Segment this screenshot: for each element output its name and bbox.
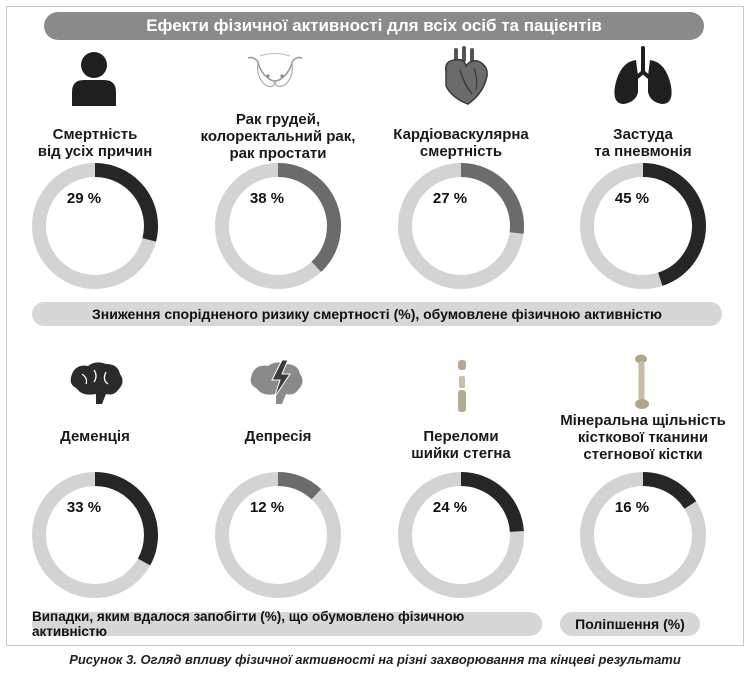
figure-caption: Рисунок 3. Огляд впливу фізичної активності на різні захворювання та кінцеві результати bbox=[69, 652, 681, 667]
label-all-cause-mortality: Смертність від усіх причин bbox=[37, 126, 153, 160]
person-icon bbox=[66, 48, 122, 106]
brain-lightning-icon bbox=[246, 358, 306, 408]
donut-value-arc bbox=[643, 170, 699, 279]
donut-chart-dementia bbox=[30, 470, 160, 600]
donut-value-label: 33 % bbox=[66, 499, 102, 516]
figure-title: Ефекти фізичної активності для всіх осіб та пацієнтів bbox=[44, 12, 704, 40]
donut-value-label: 12 % bbox=[249, 499, 285, 516]
donut-chart-all-cause-mortality bbox=[30, 161, 160, 291]
femur-icon bbox=[632, 354, 652, 410]
label-hip-fractures: Переломи шийки стегна bbox=[411, 428, 511, 462]
brain-icon bbox=[66, 360, 126, 408]
donut-value-arc bbox=[643, 479, 690, 505]
bar-improvement: Поліпшення (%) bbox=[560, 612, 700, 636]
donut-value-arc bbox=[95, 479, 151, 562]
label-depression: Депресія bbox=[244, 428, 312, 445]
donut-value-label: 38 % bbox=[249, 190, 285, 207]
label-bone-density: Мінеральна щільність кісткової тканини стегнової кістки bbox=[560, 412, 726, 463]
heart-icon bbox=[438, 46, 492, 108]
donut-value-arc bbox=[95, 170, 151, 240]
donut-value-label: 16 % bbox=[614, 499, 650, 516]
bone-small-icon bbox=[454, 358, 470, 414]
label-cardiovascular-mortality: Кардіоваскулярна смертність bbox=[393, 126, 529, 160]
donut-chart-hip-fractures bbox=[396, 470, 526, 600]
donut-value-label: 27 % bbox=[432, 190, 468, 207]
donut-track bbox=[222, 479, 334, 591]
donut-chart-cardiovascular-mortality bbox=[396, 161, 526, 291]
lungs-icon bbox=[610, 46, 676, 108]
label-cold-pneumonia: Застуда та пневмонія bbox=[594, 126, 692, 160]
donut-value-arc bbox=[278, 170, 334, 267]
label-dementia: Деменція bbox=[60, 428, 130, 445]
donut-chart-bone-density bbox=[578, 470, 708, 600]
label-cancers: Рак грудей, колоректальний рак, рак простати bbox=[200, 111, 356, 162]
donut-chart-depression bbox=[213, 470, 343, 600]
donut-value-label: 45 % bbox=[614, 190, 650, 207]
bar-relative-risk-reduction: Зниження спорідненого ризику смертності (%), обумовлене фізичною активністю bbox=[32, 302, 722, 326]
donut-value-arc bbox=[278, 479, 316, 494]
donut-chart-cold-pneumonia bbox=[578, 161, 708, 291]
donut-chart-cancers bbox=[213, 161, 343, 291]
bar-prevented-cases: Випадки, яким вдалося запобігти (%), що обумовлено фізичною активністю bbox=[32, 612, 542, 636]
donut-value-arc bbox=[461, 170, 517, 233]
donut-value-label: 24 % bbox=[432, 499, 468, 516]
donut-value-arc bbox=[461, 479, 517, 531]
breast-icon bbox=[244, 52, 306, 92]
donut-value-label: 29 % bbox=[66, 190, 102, 207]
